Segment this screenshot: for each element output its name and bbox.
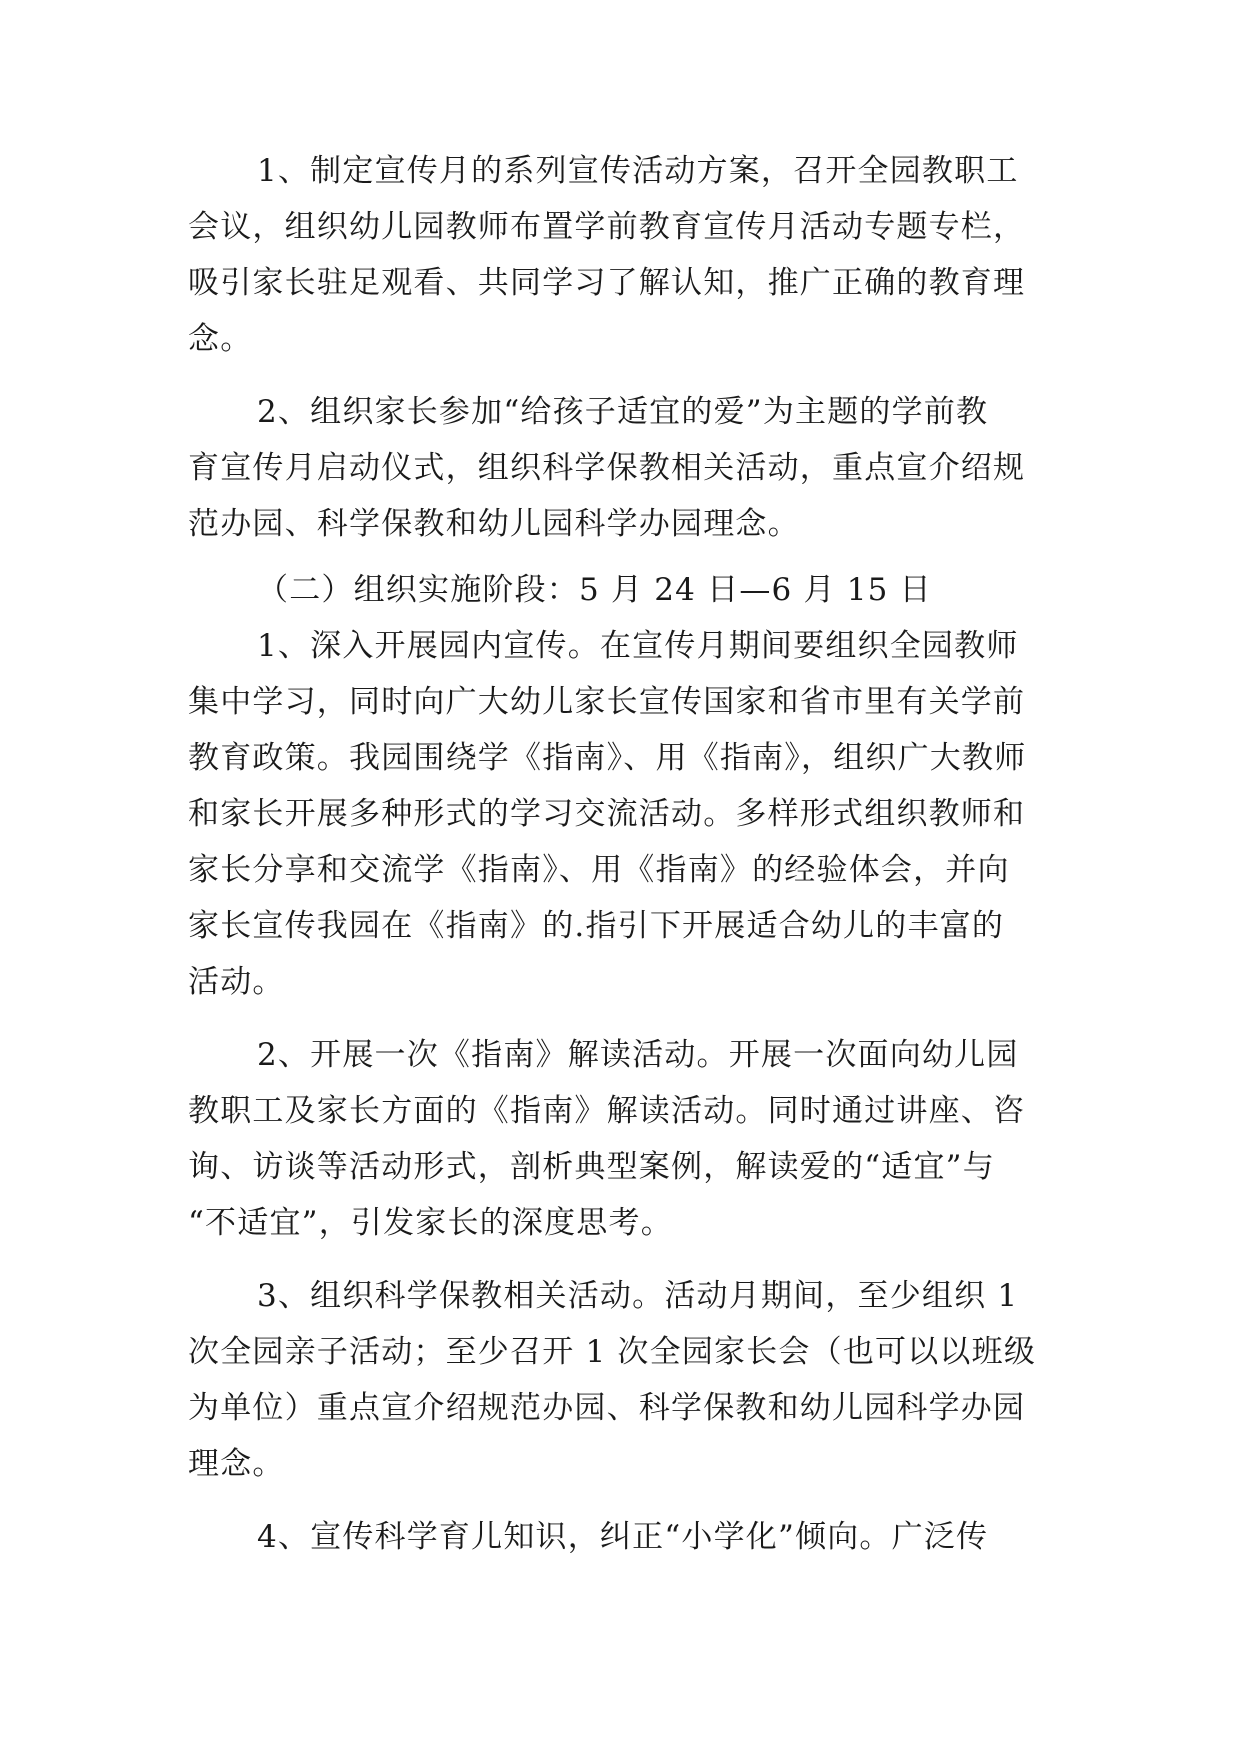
text-line: 和家长开展多种形式的学习交流活动。多样形式组织教师和 xyxy=(188,796,1026,832)
text-line: 教职工及家长方面的《指南》解读活动。同时通过讲座、咨 xyxy=(188,1093,1026,1129)
text-line: 2、开展一次《指南》解读活动。开展一次面向幼儿园 xyxy=(257,1037,1019,1073)
text-line: 理念。 xyxy=(188,1446,285,1482)
text-line: 会议，组织幼儿园教师布置学前教育宣传月活动专题专栏， xyxy=(188,209,1026,245)
text-line: 4、宣传科学育儿知识，纠正“小学化”倾向。广泛传 xyxy=(257,1519,989,1555)
text-line: 2、组织家长参加“给孩子适宜的爱”为主题的学前教 xyxy=(257,394,989,430)
text-line: 家长宣传我园在《指南》的.指引下开展适合幼儿的丰富的 xyxy=(188,908,1005,944)
text-line: 3、组织科学保教相关活动。活动月期间，至少组织 1 xyxy=(257,1278,1019,1314)
section-heading: （二）组织实施阶段：5 月 24 日—6 月 15 日 xyxy=(257,572,932,608)
text-line: 集中学习，同时向广大幼儿家长宣传国家和省市里有关学前 xyxy=(188,684,1026,720)
text-line: 念。 xyxy=(188,321,253,357)
text-line: 询、访谈等活动形式，剖析典型案例，解读爱的“适宜”与 xyxy=(188,1149,995,1185)
text-line: 教育政策。我园围绕学《指南》、用《指南》，组织广大教师 xyxy=(188,740,1027,776)
text-line: 吸引家长驻足观看、共同学习了解认知，推广正确的教育理 xyxy=(188,265,1026,301)
text-line: 1、深入开展园内宣传。在宣传月期间要组织全园教师 xyxy=(257,628,1019,664)
text-line: 范办园、科学保教和幼儿园科学办园理念。 xyxy=(188,506,800,542)
text-line: 家长分享和交流学《指南》、用《指南》的经验体会，并向 xyxy=(188,852,1010,888)
text-line: 育宣传月启动仪式，组织科学保教相关活动，重点宣介绍规 xyxy=(188,450,1026,486)
text-line: 活动。 xyxy=(188,964,285,1000)
text-line: 次全园亲子活动；至少召开 1 次全园家长会（也可以以班级 xyxy=(188,1334,1037,1370)
text-line: 1、制定宣传月的系列宣传活动方案，召开全园教职工 xyxy=(257,153,1019,189)
text-line: 为单位）重点宣介绍规范办园、科学保教和幼儿园科学办园 xyxy=(188,1390,1026,1426)
text-line: “不适宜”，引发家长的深度思考。 xyxy=(188,1205,673,1241)
